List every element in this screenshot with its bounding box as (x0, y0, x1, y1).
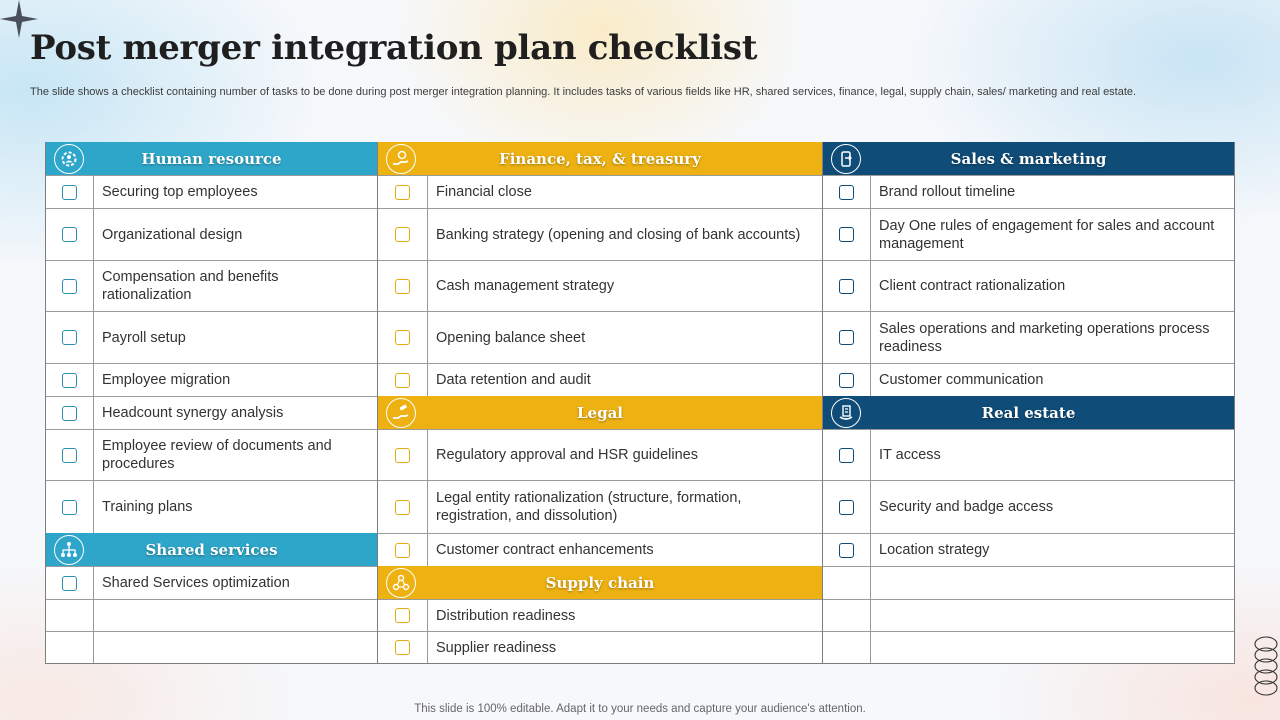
checkbox[interactable] (62, 279, 77, 294)
real-estate-title: Real estate (981, 403, 1076, 422)
checkbox[interactable] (839, 185, 854, 200)
task-label: IT access (879, 447, 941, 463)
checkbox[interactable] (62, 576, 77, 591)
checkbox[interactable] (395, 373, 410, 388)
task-label: Security and badge access (879, 499, 1054, 515)
checkbox[interactable] (395, 543, 410, 558)
task-label: Sales operations and marketing operations process readiness (879, 320, 1210, 355)
network-icon (54, 535, 84, 565)
checkbox[interactable] (839, 448, 854, 463)
task-label: Brand rollout timeline (879, 184, 1016, 200)
checklist-row (378, 175, 822, 208)
task-label: Location strategy (879, 542, 990, 558)
sales-marketing-header (823, 142, 1234, 175)
finance-header (378, 142, 822, 175)
task-label: Data retention and audit (436, 372, 591, 388)
hand-gavel-icon (386, 398, 416, 428)
checklist-row (46, 566, 377, 599)
task-label: Customer communication (879, 372, 1044, 388)
checkbox[interactable] (395, 640, 410, 655)
task-label: Headcount synergy analysis (102, 405, 284, 421)
checkbox[interactable] (839, 543, 854, 558)
checklist-row (823, 533, 1234, 566)
shared-services-title: Shared services (145, 540, 278, 559)
checkbox[interactable] (62, 227, 77, 242)
checkbox[interactable] (395, 330, 410, 345)
checkbox[interactable] (839, 373, 854, 388)
page-title: Post merger integration plan checklist (30, 28, 758, 68)
task-label: Opening balance sheet (436, 329, 586, 346)
checkbox[interactable] (839, 279, 854, 294)
empty-row (823, 631, 1234, 663)
checklist-row (46, 260, 377, 311)
checklist-row (46, 429, 377, 480)
hand-money-icon (386, 144, 416, 174)
checklist-row (378, 363, 822, 396)
supply-chain-header (378, 566, 822, 599)
empty-row (823, 566, 1234, 599)
task-label: Customer contract enhancements (436, 542, 654, 558)
human-resource-title: Human resource (141, 149, 282, 168)
checklist-row (46, 175, 377, 208)
checkbox[interactable] (395, 279, 410, 294)
checklist-row (378, 429, 822, 480)
checklist-row (823, 311, 1234, 363)
supply-chain-icon (386, 568, 416, 598)
task-label: Organizational design (102, 226, 243, 243)
sales-panel (822, 142, 1235, 664)
page-subtitle: The slide shows a checklist containing number of tasks to be done during post merger integration planning. It includes tasks of various fields like HR, shared services, finance, legal, supply chain, sales/ marketing and real estate. (30, 86, 1137, 98)
checkbox[interactable] (395, 608, 410, 623)
task-label: Compensation and benefits rationalization (102, 269, 279, 303)
checkbox[interactable] (62, 406, 77, 421)
task-label: Shared Services optimization (102, 575, 290, 591)
checkbox[interactable] (395, 500, 410, 515)
empty-row (46, 599, 377, 631)
checkbox[interactable] (395, 185, 410, 200)
finance-panel (378, 142, 823, 664)
task-label: Legal entity rationalization (structure, formation, registration, and dissolution) (436, 490, 742, 524)
checklist-row (823, 363, 1234, 396)
checkbox[interactable] (62, 448, 77, 463)
task-label: Employee migration (102, 372, 231, 388)
checklist-row (378, 208, 822, 260)
hr-panel (45, 142, 378, 664)
legal-title: Legal (577, 403, 623, 422)
legal-header (378, 396, 822, 429)
checklist-row (46, 208, 377, 260)
checklist-row (378, 599, 822, 631)
human-resource-header (46, 142, 377, 175)
checklist-row (46, 311, 377, 363)
real-estate-header (823, 396, 1234, 429)
checklist-row (823, 429, 1234, 480)
checklist-row (378, 631, 822, 663)
checkbox[interactable] (395, 227, 410, 242)
supply-chain-title: Supply chain (545, 573, 655, 592)
checklist-row (823, 208, 1234, 260)
task-label: Client contract rationalization (879, 278, 1066, 294)
checkbox[interactable] (62, 330, 77, 345)
shared-services-header (46, 533, 377, 566)
task-label: Training plans (102, 499, 193, 515)
task-label: Day One rules of engagement for sales and account management (879, 217, 1215, 252)
task-label: Regulatory approval and HSR guidelines (436, 447, 698, 463)
footer-note: This slide is 100% editable. Adapt it to your needs and capture your audience's attention. (414, 703, 866, 715)
sales-marketing-title: Sales & marketing (950, 149, 1107, 168)
checklist-row (378, 260, 822, 311)
checklist-row (46, 480, 377, 533)
task-label: Banking strategy (opening and closing of bank accounts) (436, 226, 801, 243)
task-label: Financial close (436, 184, 532, 200)
task-label: Supplier readiness (436, 639, 557, 656)
checklist-row (46, 363, 377, 396)
checkbox[interactable] (839, 500, 854, 515)
task-label: Employee review of documents and procedures (102, 438, 332, 472)
checklist-row (823, 480, 1234, 533)
building-hand-icon (831, 398, 861, 428)
checklist-row (378, 533, 822, 566)
empty-row (46, 631, 377, 663)
checkbox[interactable] (395, 448, 410, 463)
checkbox[interactable] (62, 185, 77, 200)
finance-title: Finance, tax, & treasury (499, 149, 701, 168)
checkbox[interactable] (839, 330, 854, 345)
checklist-row (378, 480, 822, 533)
checklist-row (823, 175, 1234, 208)
task-label: Cash management strategy (436, 278, 615, 294)
task-label: Securing top employees (102, 184, 258, 200)
mobile-share-icon (831, 144, 861, 174)
gear-people-icon (54, 144, 84, 174)
checklist-row (46, 396, 377, 429)
checkbox[interactable] (62, 500, 77, 515)
empty-row (823, 599, 1234, 631)
checkbox[interactable] (839, 227, 854, 242)
checklist-row (823, 260, 1234, 311)
rings-decoration-icon (1252, 636, 1280, 702)
task-label: Payroll setup (102, 329, 186, 346)
checklist-row (378, 311, 822, 363)
task-label: Distribution readiness (436, 607, 576, 624)
checkbox[interactable] (62, 373, 77, 388)
